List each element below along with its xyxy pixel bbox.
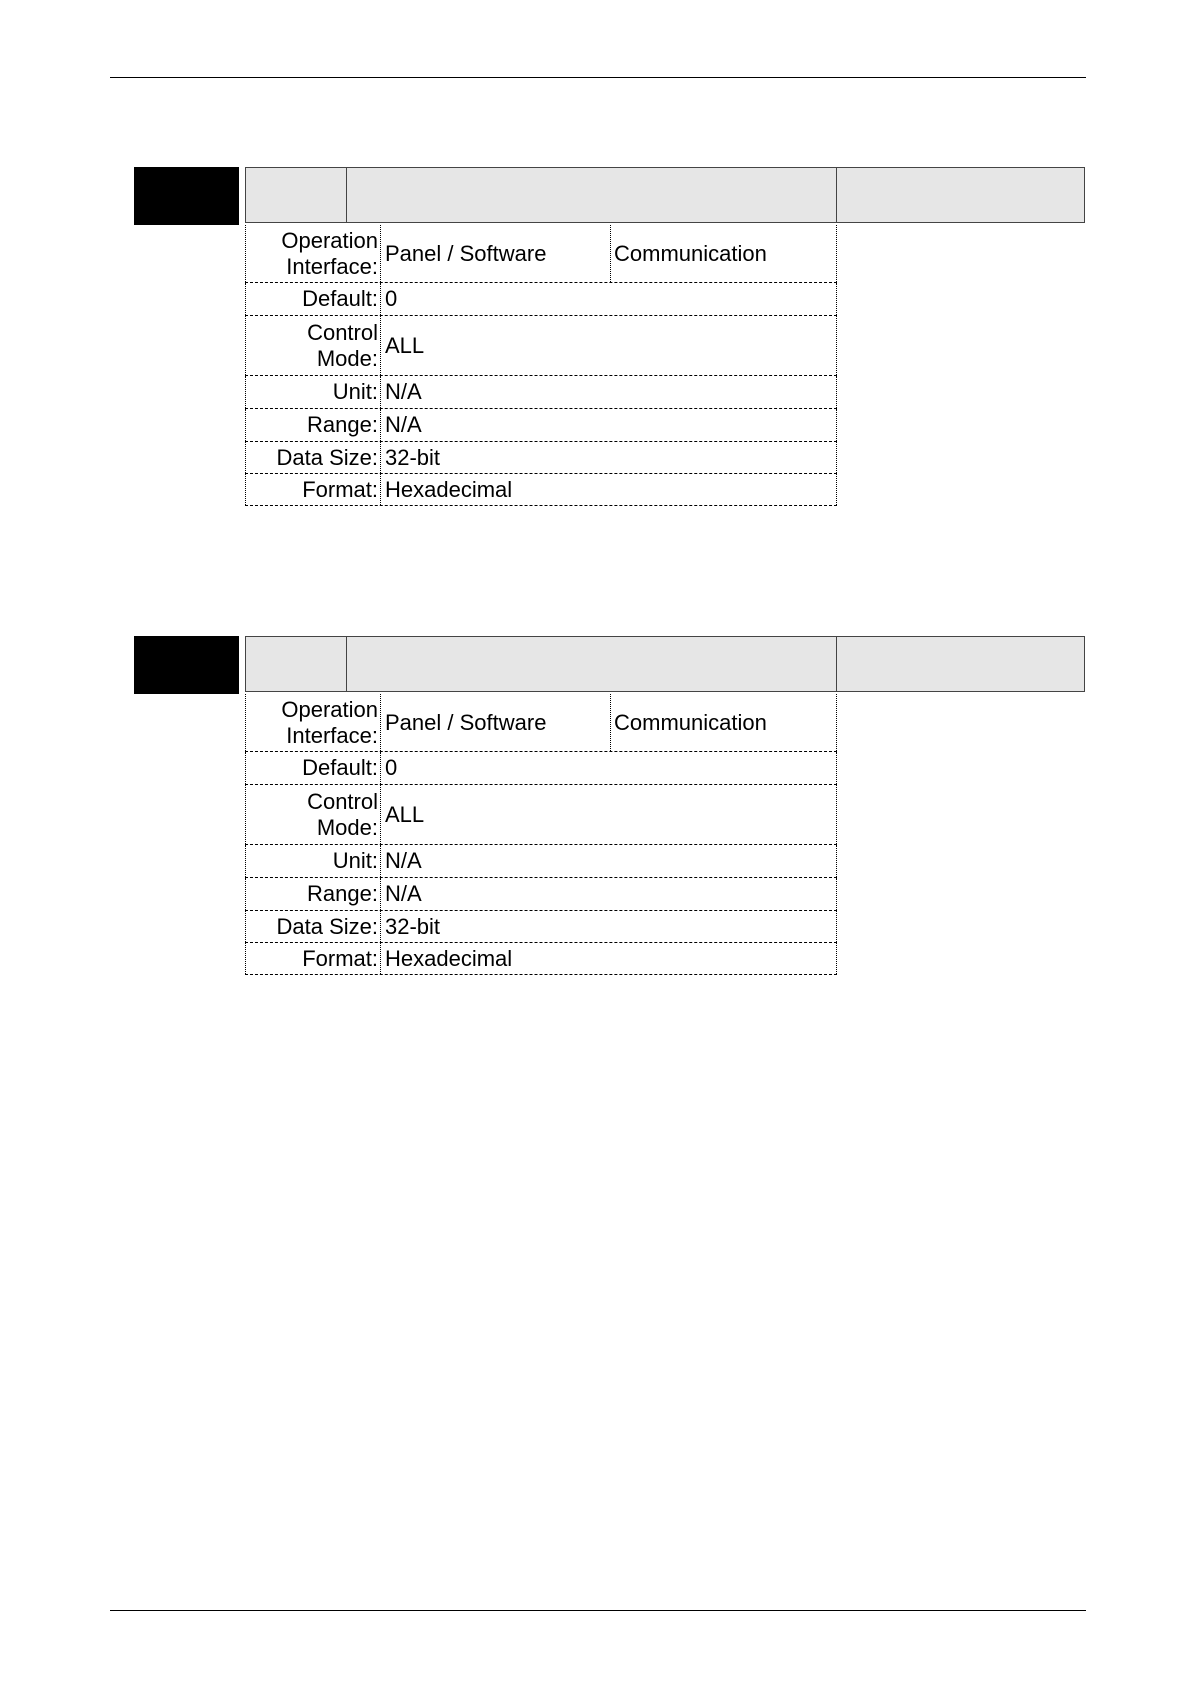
- range-label: Range:: [245, 409, 381, 441]
- header-divider: [346, 168, 347, 222]
- format-row: [245, 943, 837, 975]
- parameter-header-bar: [245, 167, 1085, 223]
- range-value: N/A: [381, 409, 837, 441]
- top-rule: [110, 77, 1086, 78]
- default-label: Default:: [245, 752, 381, 784]
- unit-row: [245, 845, 837, 878]
- data-size-row: [245, 442, 837, 474]
- operation-interface-label: Operation Interface:: [245, 694, 381, 751]
- header-divider: [346, 637, 347, 691]
- panel-software-cell: Panel / Software: [385, 240, 547, 266]
- bottom-rule: [110, 1610, 1086, 1611]
- operation-interface-row: [245, 694, 837, 752]
- header-divider: [836, 637, 837, 691]
- operation-interface-values: [381, 225, 837, 282]
- data-size-label: Data Size:: [245, 442, 381, 473]
- range-value: N/A: [381, 878, 837, 910]
- operation-interface-values: [381, 694, 837, 751]
- unit-label: Unit:: [245, 376, 381, 408]
- data-size-row: [245, 911, 837, 943]
- communication-cell: Communication: [610, 225, 767, 282]
- default-value: 0: [381, 283, 837, 315]
- control-mode-row: [245, 785, 837, 845]
- parameter-info-table: [245, 225, 837, 506]
- control-mode-value: ALL: [381, 316, 837, 375]
- data-size-value: 32-bit: [381, 911, 837, 942]
- communication-cell: Communication: [610, 694, 767, 751]
- parameter-info-table: [245, 694, 837, 975]
- range-row: [245, 878, 837, 911]
- unit-row: [245, 376, 837, 409]
- parameter-code-tab: [134, 167, 239, 225]
- format-value: Hexadecimal: [381, 474, 837, 505]
- range-label: Range:: [245, 878, 381, 910]
- format-label: Format:: [245, 943, 381, 974]
- data-size-label: Data Size:: [245, 911, 381, 942]
- default-row: [245, 283, 837, 316]
- format-label: Format:: [245, 474, 381, 505]
- operation-interface-row: [245, 225, 837, 283]
- header-divider: [836, 168, 837, 222]
- default-row: [245, 752, 837, 785]
- control-mode-label: Control Mode:: [245, 785, 381, 844]
- panel-software-cell: Panel / Software: [385, 709, 547, 735]
- default-value: 0: [381, 752, 837, 784]
- data-size-value: 32-bit: [381, 442, 837, 473]
- operation-interface-label: Operation Interface:: [245, 225, 381, 282]
- format-value: Hexadecimal: [381, 943, 837, 974]
- unit-value: N/A: [381, 376, 837, 408]
- unit-value: N/A: [381, 845, 837, 877]
- control-mode-row: [245, 316, 837, 376]
- range-row: [245, 409, 837, 442]
- control-mode-label: Control Mode:: [245, 316, 381, 375]
- unit-label: Unit:: [245, 845, 381, 877]
- parameter-header-bar: [245, 636, 1085, 692]
- control-mode-value: ALL: [381, 785, 837, 844]
- parameter-code-tab: [134, 636, 239, 694]
- format-row: [245, 474, 837, 506]
- default-label: Default:: [245, 283, 381, 315]
